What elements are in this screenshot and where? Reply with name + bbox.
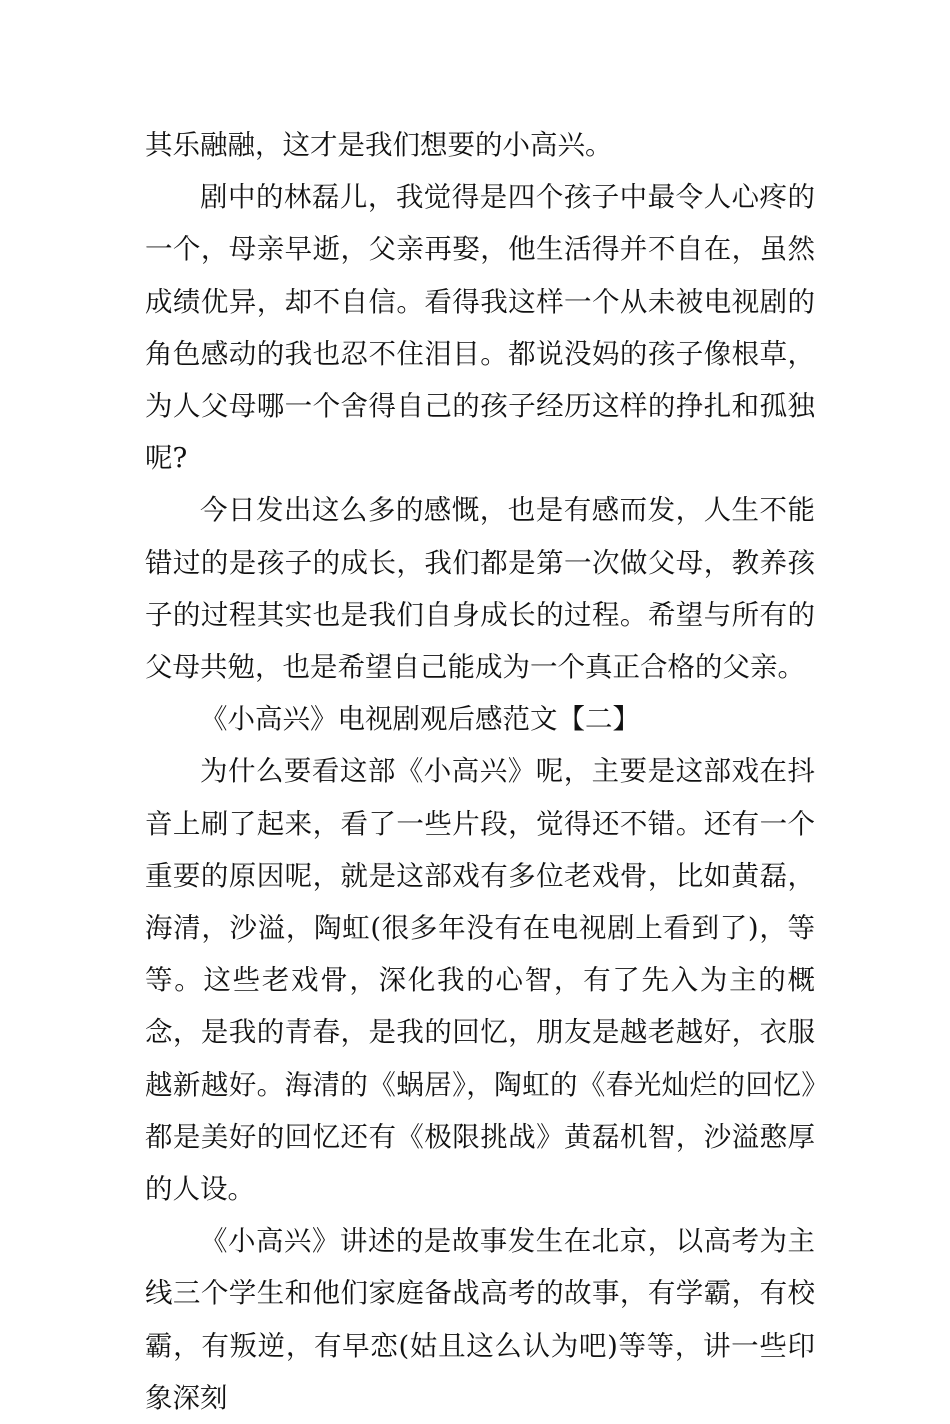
paragraph-lin-leier: 剧中的林磊儿，我觉得是四个孩子中最令人心疼的一个，母亲早逝，父亲再娶，他生活得并不自在，虽然成绩优异，却不自信。看得我这样一个从未被电视剧的角色感动的我也忍不住泪目。都说没妈的孩子像根草，为人父母哪一个舍得自己的孩子经历这样的挣扎和孤独呢? — [145, 181, 815, 475]
paragraph-why-watch: 为什么要看这部《小高兴》呢，主要是这部戏在抖音上刷了起来，看了一些片段，觉得还不错。还有一个重要的原因呢，就是这部戏有多位老戏骨，比如黄磊，海清，沙溢，陶虹(很多年没有在电视剧上看到了)，等等。这些老戏骨，深化我的心智，有了先入为主的概念，是我的青春，是我的回忆，朋友是越老越好，衣服越新越好。海清的《蜗居》，陶虹的《春光灿烂的回忆》都是美好的回忆还有《极限挑战》黄磊机智，沙溢憨厚的人设。 — [145, 755, 815, 1206]
document-body — [145, 119, 815, 1424]
paragraph-reflection: 今日发出这么多的感慨，也是有感而发，人生不能错过的是孩子的成长，我们都是第一次做父母，教养孩子的过程其实也是我们自身成长的过程。希望与所有的父母共勉，也是希望自己能成为一个真正合格的父亲。 — [145, 494, 815, 684]
paragraph-story-summary: 《小高兴》讲述的是故事发生在北京，以高考为主线三个学生和他们家庭备战高考的故事，有学霸，有校霸，有叛逆，有早恋(姑且这么认为吧)等等，讲一些印象深刻 — [145, 1225, 815, 1414]
section-heading: 《小高兴》电视剧观后感范文【二】 — [200, 703, 640, 736]
paragraph-continuation: 其乐融融，这才是我们想要的小高兴。 — [145, 129, 613, 161]
